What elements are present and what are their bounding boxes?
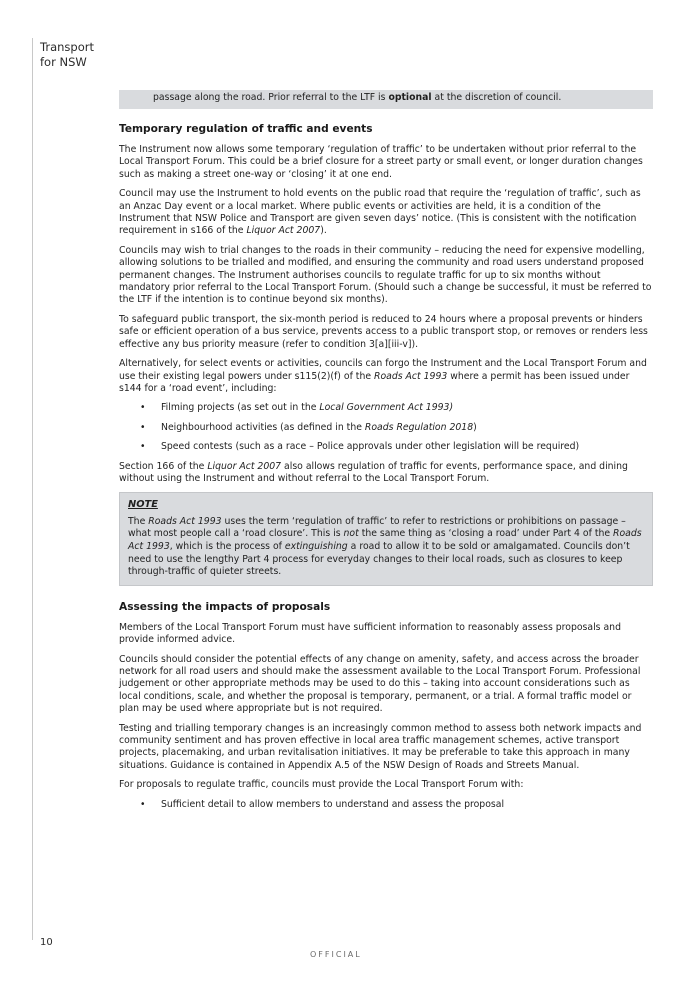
italic-run: Roads Act 1993 [128,528,642,552]
italic-run: Roads Regulation 2018 [364,421,474,433]
section-heading-temporary-regulation: Temporary regulation of traffic and events [119,123,373,135]
paragraph [119,358,653,395]
text-run: Council may use the Instrument to hold events on the public road that require the ‘regulation of traffic’, such as an Anzac Day event or a local market. Where public events or activities are held, it is a condition of the Instrument that NSW Police and Transport are given seven days’ notice. (This is consistent with the notification requirement in s166 of the [119,188,641,237]
ltf-requirements-list [119,799,653,811]
list-item: • Sufficient detail to allow members to understand and assess the proposal [119,799,653,811]
paragraph: Members of the Local Transport Forum must have sufficient information to reasonably assess proposals and provide informed advice. [119,621,621,646]
list-item [119,422,653,434]
text-run: Neighbourhood activities (as defined in the [161,421,365,433]
text-run: , which is the process of [169,540,285,552]
footer-classification: OFFICIAL [310,951,362,957]
text-run: ) [473,421,477,433]
text-run: Speed contests (such as a race – Police approvals under other legislation will be required) [161,441,580,453]
section-heading-assessing-impacts: Assessing the impacts of proposals [119,600,331,613]
list-item [119,402,653,414]
paragraph: For proposals to regulate traffic, councils must provide the Local Transport Forum with: [119,779,524,791]
italic-run: Roads Act 1993 [374,370,448,382]
text-run: Alternatively, for select events or activities, councils can forgo the Instrument and the Local Transport Forum and use their existing legal powers under s115(2)(f) of the [119,358,647,382]
continued-callout [119,90,653,109]
paragraph: Councils may wish to trial changes to the roads in their community – reducing the need for expensive modelling, allowing solutions to be trialled and modified, and ensuring the community and road users understand proposed permanent changes. The Instrument authorises councils to regulate traffic for up to six months without mandatory prior referral to the Local Transport Forum. (Should such a change be successful, it must be referred to the LTF if the intention is to continue beyond six months). [119,244,652,306]
italic-run: not [343,528,359,540]
brand-line-2: for NSW [40,55,87,69]
margin-rule [32,38,33,940]
text-run: Section 166 of the [119,460,208,472]
text-run: The [128,515,149,527]
text-run: uses the term ‘regulation of traffic’ to refer to restrictions or prohibitions on passage – what most people call a ‘road closure’. This is [128,515,626,540]
page-number: 10 [40,937,53,948]
callout-bold: optional [388,92,432,103]
paragraph [119,188,653,238]
note-title: NOTE [128,499,158,511]
note-callout [119,492,653,585]
text-run: Filming projects (as set out in the [161,402,320,414]
paragraph: Councils should consider the potential effects of any change on amenity, safety, and access across the broader network for all road users and should make the assessment available to the Local Transport Forum. Professional judgement or other appropriate methods may be used to do this – taking into account considerations such as local conditions, scale, and whether the proposal is temporary, permanent, or a trial. A formal traffic model or plan may be used where appropriate but is not required. [119,653,641,715]
text-run: ). [320,225,327,237]
brand-logo [40,40,94,70]
text-run: a road to allow it to be sold or amalgamated. Councils don’t need to use the lengthy Part 4 process for everyday changes to their local roads, such as closures to keep through-traffic of quieter streets. [128,540,630,578]
brand-line-1: Transport [40,40,94,54]
italic-run: Roads Act 1993 [148,515,222,527]
road-event-list [119,402,653,453]
italic-run: Liquor Act 2007 [207,460,282,472]
text-run: the same thing as ‘closing a road’ under Part 4 of the [358,528,614,540]
callout-text-2: at the discretion of council. [431,92,562,103]
paragraph [119,461,653,486]
text-run: also allows regulation of traffic for events, performance space, and dining without using the Instrument and without referral to the Local Transport Forum. [119,460,628,484]
italic-run: Local Government Act 1993) [319,402,454,414]
note-text [128,516,646,579]
list-item [119,441,653,453]
paragraph: The Instrument now allows some temporary ‘regulation of traffic’ to be undertaken without prior referral to the Local Transport Forum. This could be a brief closure for a street party or small event, or longer duration changes such as making a street one-way or ‘closing’ it at one end. [119,144,643,180]
paragraph: To safeguard public transport, the six-month period is reduced to 24 hours where a proposal prevents or hinders safe or efficient operation of a bus service, prevents access to a public transport stop, or removes or renders less effective any bus priority measure (refer to condition 3[a][iii-v]). [119,313,648,350]
italic-run: extinguishing [284,540,348,552]
paragraph: Testing and trialling temporary changes is an increasingly common method to assess both network impacts and community sentiment and has proven effective in local area traffic management schemes, active transport projects, placemaking, and urban revitalisation initiatives. It may be preferable to take this approach in many situations. Guidance is contained in Appendix A.5 of the NSW Design of Roads and Streets Manual. [119,722,642,771]
text-run: where a permit has been issued under s144 for a ‘road event’, including: [119,370,630,394]
italic-run: Liquor Act 2007 [246,225,321,237]
document-body [119,90,653,818]
callout-text-1: passage along the road. Prior referral to the LTF is [153,92,389,103]
